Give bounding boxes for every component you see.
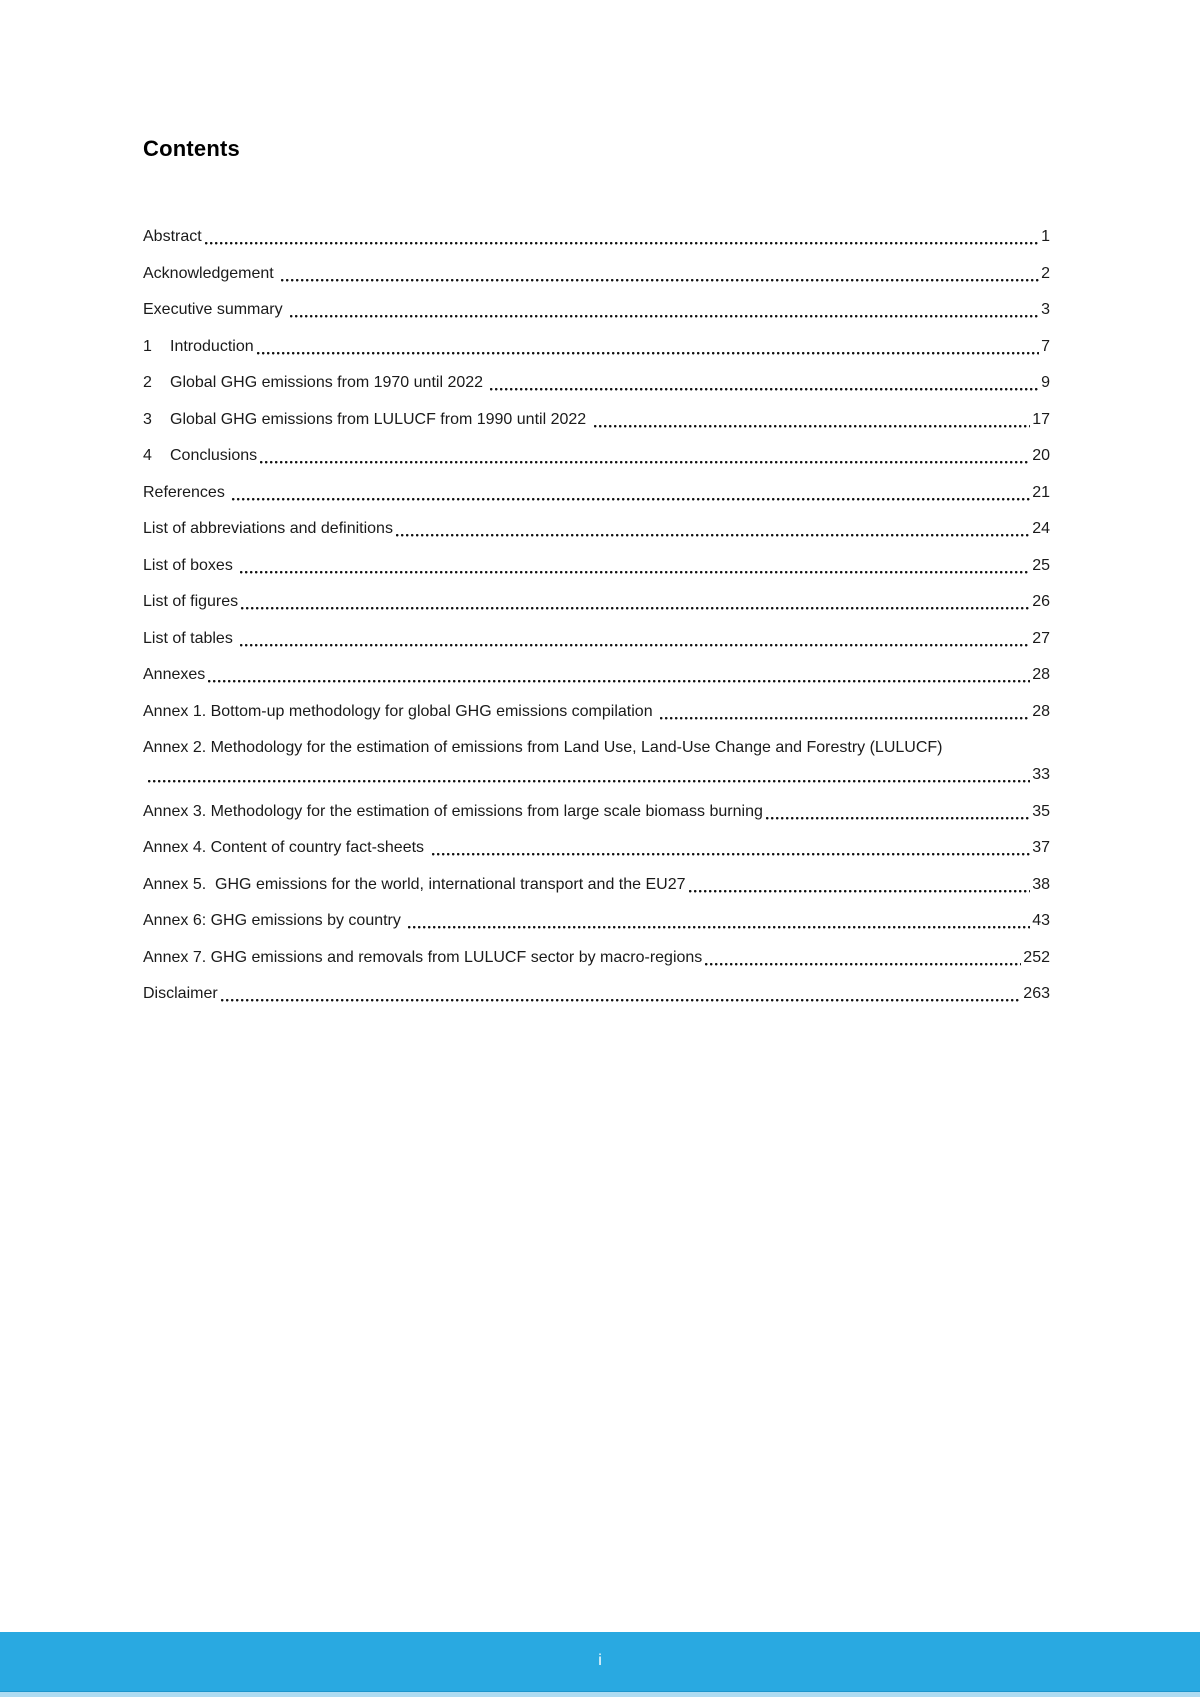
toc-entry[interactable] [143,981,1050,1006]
toc-entry[interactable] [143,762,1050,787]
toc-leader-dots [290,297,1039,322]
toc-leader-dots [205,224,1039,249]
toc-entry-page: 35 [1032,802,1050,820]
toc-entry[interactable] [143,626,1050,651]
toc-entry-label: List of boxes [143,556,238,574]
toc-entry-number: 3 [143,410,152,428]
toc-entry-page: 25 [1032,556,1050,574]
toc-entry[interactable] [143,735,1050,760]
toc-entry-label: Annex 4. Content of country fact-sheets [143,839,429,856]
toc-entry-label: Annex 1. Bottom-up methodology for global GHG emissions compilation [143,702,658,720]
toc-leader-dots [208,662,1030,687]
toc-entry-page: 20 [1032,447,1050,464]
toc-entry-page: 9 [1041,374,1050,391]
toc-entry-label: Abstract [143,228,202,245]
toc-leader-dots [148,762,1030,787]
toc-entry-number: 1 [143,337,152,355]
page-footer [0,1632,1200,1697]
toc-entry-page: 38 [1032,875,1050,893]
toc-leader-dots [766,799,1030,824]
toc-entry[interactable] [143,261,1050,286]
toc-leader-dots [689,872,1031,897]
toc-entry-label: Annex 6: GHG emissions by country [143,912,406,929]
toc-entry-page: 26 [1032,593,1050,610]
toc-entry-page: 21 [1032,483,1050,501]
toc-leader-dots [240,553,1030,578]
toc-entry[interactable] [143,516,1050,541]
toc-entry-number: 4 [143,447,152,464]
toc-entry[interactable] [143,835,1050,860]
toc-entry-page: 252 [1023,948,1050,966]
toc-entry-page: 24 [1032,520,1050,537]
toc-leader-dots [260,443,1030,468]
footer-page-number: i [598,1652,602,1669]
toc-entry[interactable] [143,480,1050,505]
toc-entry[interactable] [143,662,1050,687]
toc-leader-dots [232,480,1030,505]
toc-entry-page: 263 [1023,985,1050,1002]
toc-entry-page: 3 [1041,301,1050,318]
toc-entry[interactable] [143,443,1050,468]
toc-leader-dots [241,589,1030,614]
toc-leader-dots [432,835,1031,860]
toc-entry-page: 2 [1041,264,1050,282]
toc-entry-label: Executive summary [143,301,288,318]
toc-entry-label: Global GHG emissions from LULUCF from 1990 until 2022 [170,410,591,428]
toc-entry-page: 28 [1032,666,1050,683]
toc-entry-number: 2 [143,374,152,391]
toc-entry-page: 33 [1032,766,1050,783]
toc-entry-label: Introduction [170,337,254,355]
toc-leader-dots [660,699,1030,724]
toc-entry[interactable] [143,908,1050,933]
toc-entry-label: Annex 5. GHG emissions for the world, international transport and the EU27 [143,875,686,893]
toc-entry[interactable] [143,553,1050,578]
toc-entry[interactable] [143,224,1050,249]
toc-entry-label: Conclusions [170,447,258,464]
toc-entry-label: List of figures [143,593,239,610]
toc-entry-page: 7 [1041,337,1050,355]
toc-entry[interactable] [143,370,1050,395]
table-of-contents [143,224,1050,1018]
toc-leader-dots [396,516,1030,541]
toc-leader-dots [408,908,1030,933]
toc-entry-page: 1 [1041,228,1050,245]
toc-entry-page: 27 [1032,629,1050,647]
toc-entry-label: Annexes [143,666,206,683]
toc-leader-dots [257,334,1039,359]
footer-bottom-edge [0,1691,1200,1697]
toc-entry-label: References [143,483,230,501]
toc-entry[interactable] [143,799,1050,824]
toc-leader-dots [705,945,1021,970]
page-title: Contents [143,136,240,161]
toc-entry-label: List of abbreviations and definitions [143,520,393,537]
toc-entry[interactable] [143,699,1050,724]
toc-entry-page: 28 [1032,702,1050,720]
toc-leader-dots [221,981,1022,1006]
toc-entry-page: 17 [1032,410,1050,428]
toc-entry-label: Annex 2. Methodology for the estimation of emissions from Land Use, Land-Use Change and Forestry (LULUCF) [143,739,943,756]
toc-entry[interactable] [143,407,1050,432]
toc-entry[interactable] [143,872,1050,897]
toc-leader-dots [240,626,1030,651]
toc-leader-dots [490,370,1039,395]
toc-entry-label: Disclaimer [143,985,218,1002]
toc-entry-page: 37 [1032,839,1050,856]
toc-entry[interactable] [143,334,1050,359]
toc-entry[interactable] [143,297,1050,322]
toc-entry[interactable] [143,589,1050,614]
toc-entry-label: Global GHG emissions from 1970 until 2022 [170,374,488,391]
toc-entry-label: Acknowledgement [143,264,279,282]
toc-entry-label: Annex 3. Methodology for the estimation of emissions from large scale biomass burning [143,802,763,820]
toc-leader-dots [281,261,1039,286]
toc-leader-dots [594,407,1031,432]
toc-entry-label: Annex 7. GHG emissions and removals from LULUCF sector by macro-regions [143,948,703,966]
toc-entry-label: List of tables [143,629,238,647]
toc-entry[interactable] [143,945,1050,970]
toc-entry-page: 43 [1032,912,1050,929]
